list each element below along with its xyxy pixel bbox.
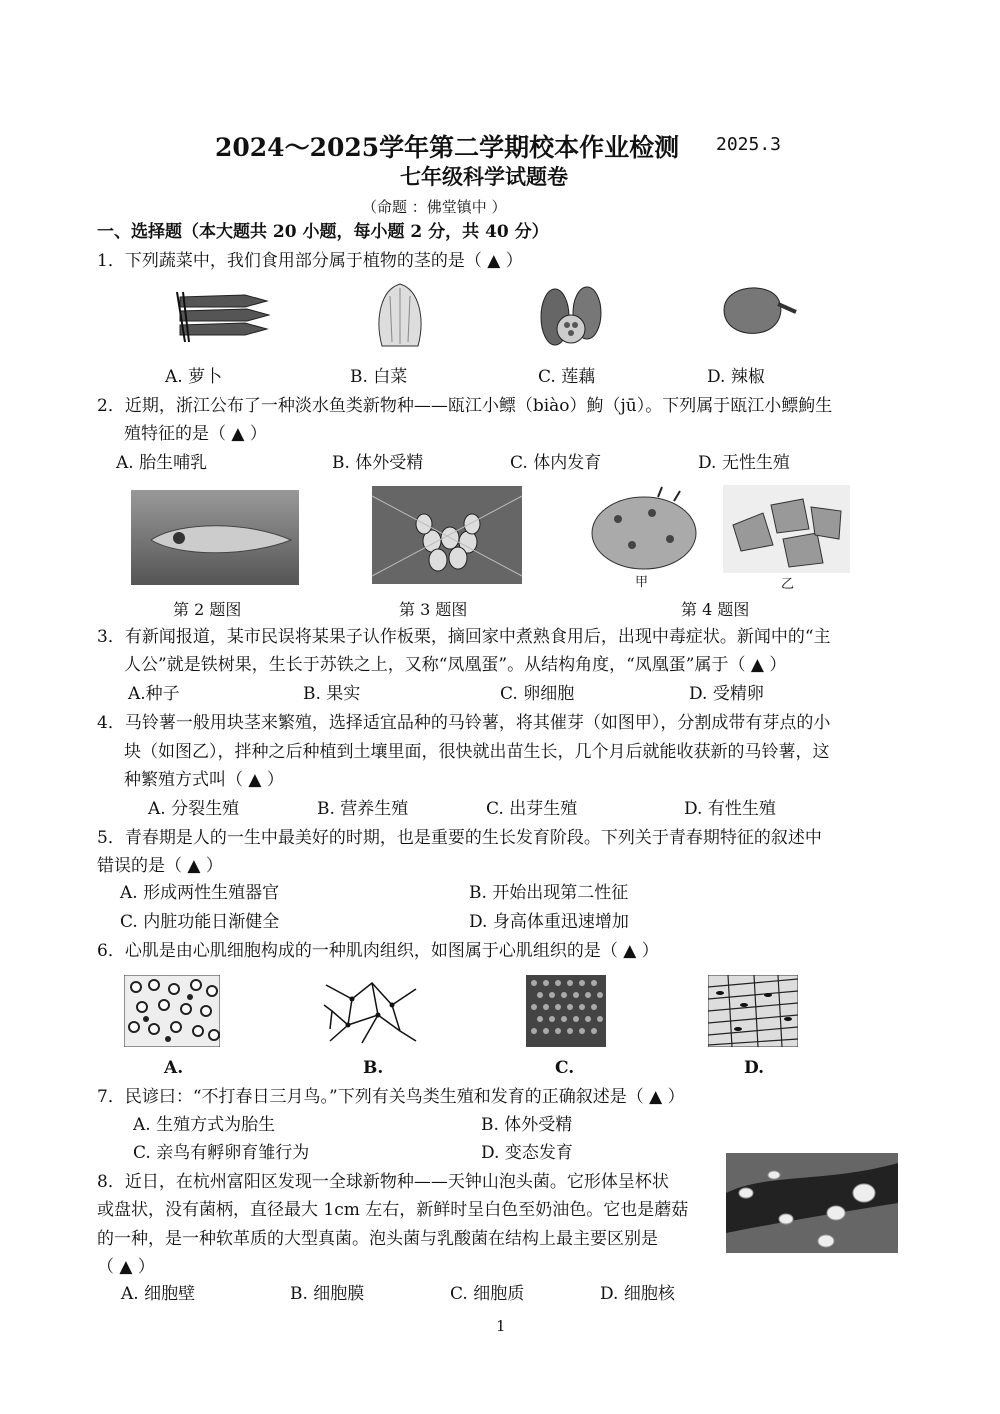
q8-line2: 或盘状，没有菌柄，直径最大 1cm 左右，新鲜时呈白色至奶油色。它也是蘑菇 — [97, 1200, 689, 1220]
q2-option-b: B. 体外受精 — [332, 453, 424, 473]
q8-line1: 8．近日，在杭州富阳区发现一全球新物种——天钟山泡头菌。它形体呈杯状 — [97, 1172, 669, 1192]
fish-image — [131, 490, 299, 585]
section-heading: 一、选择题（本大题共 20 小题，每小题 2 分，共 40 分） — [97, 222, 549, 242]
sprouted-potato-image — [588, 483, 700, 573]
q4-line1: 4．马铃薯一般用块茎来繁殖，选择适宜品种的马铃薯，将其催芽（如图甲），分割成带有芽点的小 — [97, 713, 831, 733]
q6-option-c: C. — [555, 1058, 575, 1078]
q7-option-b: B. 体外受精 — [481, 1115, 573, 1135]
q2-line2: 殖特征的是（ ▲ ） — [124, 424, 267, 444]
q4-option-c: C. 出芽生殖 — [486, 799, 578, 819]
exam-title: 2024～2025学年第二学期校本作业检测 — [215, 133, 680, 162]
q4-option-d: D. 有性生殖 — [684, 799, 776, 819]
exam-author: （命题 ：佛堂镇中 ） — [362, 198, 507, 216]
fungus-image — [726, 1153, 898, 1253]
q8-option-d: D. 细胞核 — [600, 1284, 675, 1304]
q8-option-a: A. 细胞壁 — [121, 1284, 196, 1304]
q3-line2: 人公”就是铁树果，生长于苏铁之上，又称“凤凰蛋”。从结构角度，“凤凰蛋”属于（ ▲ ） — [124, 655, 787, 675]
q3-option-a: A.种子 — [128, 684, 180, 704]
q4-option-b: B. 营养生殖 — [317, 799, 409, 819]
q7-option-a: A. 生殖方式为胎生 — [133, 1115, 276, 1135]
q6-option-d: D. — [744, 1058, 765, 1078]
q8-line3: 的一种，是一种软革质的大型真菌。泡头菌与乳酸菌在结构上最主要区别是 — [97, 1229, 658, 1249]
q2-option-a: A. 胎生哺乳 — [116, 453, 208, 473]
tissue-image-d — [708, 975, 798, 1047]
pepper-image — [718, 282, 800, 340]
lotus-root-image — [537, 283, 607, 348]
q5-option-d: D. 身高体重迅速增加 — [469, 912, 629, 932]
q6-option-a: A. — [164, 1058, 184, 1078]
q5-option-b: B. 开始出现第二性征 — [469, 883, 629, 903]
q6-stem: 6．心肌是由心肌细胞构成的一种肌肉组织，如图属于心肌组织的是（ ▲ ） — [97, 941, 659, 961]
exam-date: 2025.3 — [716, 134, 782, 155]
q7-option-c: C. 亲鸟有孵卵育雏行为 — [133, 1143, 310, 1163]
figure-label-yi: 乙 — [781, 577, 795, 592]
tissue-image-a — [124, 975, 220, 1047]
exam-subtitle: 七年级科学试题卷 — [400, 164, 568, 189]
q1-option-a: A. 萝卜 — [165, 367, 223, 387]
q1-stem: 1．下列蔬菜中，我们食用部分属于植物的茎的是（ ▲ ） — [97, 251, 523, 271]
q2-option-c: C. 体内发育 — [510, 453, 602, 473]
q2-line1: 2．近期，浙江公布了一种淡水鱼类新物种——瓯江小鳔（biào）鮈（jū）。下列属于瓯江小鳔鮈生 — [97, 396, 833, 416]
q3-line1: 3．有新闻报道，某市民误将某果子认作板栗，摘回家中煮熟食用后，出现中毒症状。新闻中的“主 — [97, 627, 831, 647]
q7-option-d: D. 变态发育 — [481, 1143, 573, 1163]
page-number: 1 — [496, 1317, 506, 1335]
cycad-seeds-image — [372, 486, 522, 584]
q4-option-a: A. 分裂生殖 — [148, 799, 240, 819]
q4-line2: 块（如图乙），拌种之后种植到土壤里面，很快就出苗生长，几个月后就能收获新的马铃薯，这 — [124, 742, 830, 762]
q5-option-c: C. 内脏功能日渐健全 — [120, 912, 280, 932]
q3-option-b: B. 果实 — [303, 684, 361, 704]
tissue-image-c — [526, 975, 606, 1047]
radish-image — [175, 287, 270, 347]
figure-label-jia: 甲 — [635, 575, 649, 590]
q2-option-d: D. 无性生殖 — [698, 453, 790, 473]
tissue-image-b — [322, 975, 420, 1047]
q5-option-a: A. 形成两性生殖器官 — [120, 883, 280, 903]
q7-stem: 7．民谚曰：“不打春日三月鸟。”下列有关鸟类生殖和发育的正确叙述是（ ▲ ） — [97, 1087, 685, 1107]
q4-line3: 种繁殖方式叫（ ▲ ） — [124, 770, 284, 790]
q8-option-b: B. 细胞膜 — [290, 1284, 365, 1304]
fig3-caption: 第 3 题图 — [399, 600, 468, 619]
fig2-caption: 第 2 题图 — [173, 600, 242, 619]
q5-line1: 5．青春期是人的一生中最美好的时期，也是重要的生长发育阶段。下列关于青春期特征的叙述中 — [97, 828, 822, 848]
q3-option-d: D. 受精卵 — [689, 684, 764, 704]
q8-option-c: C. 细胞质 — [450, 1284, 525, 1304]
q1-option-b: B. 白菜 — [350, 367, 408, 387]
q1-option-c: C. 莲藕 — [538, 367, 596, 387]
q3-option-c: C. 卵细胞 — [500, 684, 575, 704]
q1-option-d: D. 辣椒 — [707, 367, 765, 387]
cabbage-image — [370, 280, 430, 352]
fig4-caption: 第 4 题图 — [681, 600, 750, 619]
q5-line2: 错误的是（ ▲ ） — [97, 856, 223, 876]
q8-line4: （ ▲ ） — [97, 1257, 155, 1277]
cut-potato-image — [723, 485, 850, 573]
q6-option-b: B. — [363, 1058, 384, 1078]
